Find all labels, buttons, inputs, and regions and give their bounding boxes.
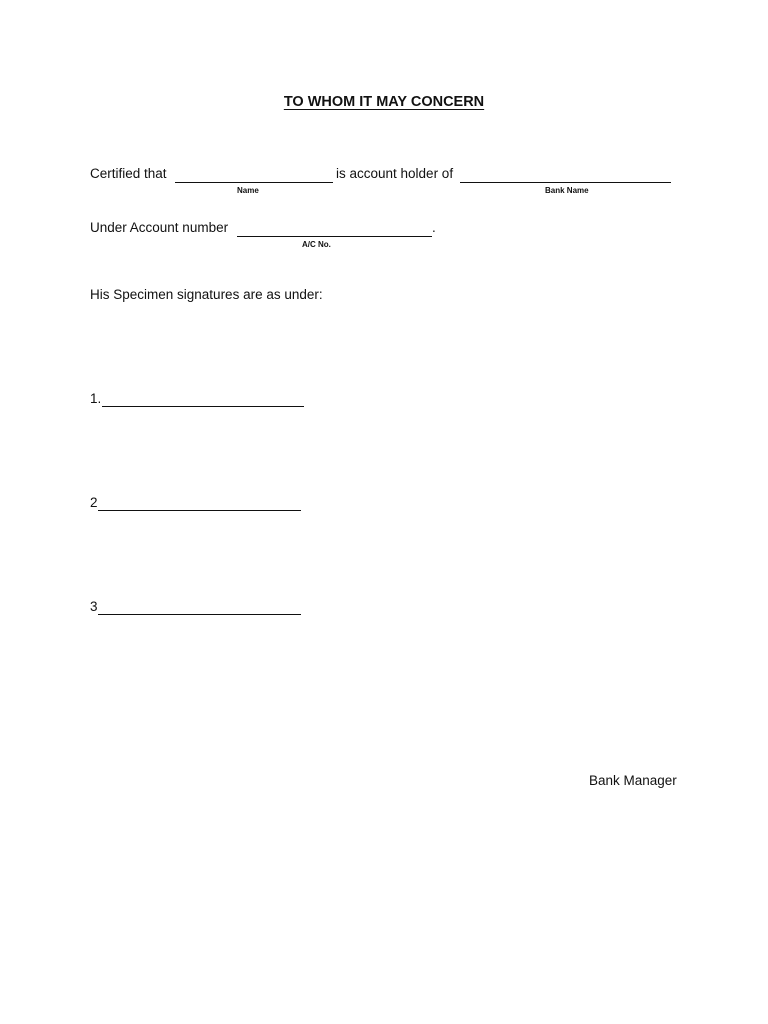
specimen-intro: His Specimen signatures are as under:	[90, 287, 323, 302]
title-text: TO WHOM IT MAY CONCERN	[283, 94, 485, 110]
account-number-label: Under Account number	[90, 220, 229, 235]
signature-label-1: 1.	[90, 391, 102, 406]
account-number-period: .	[432, 220, 436, 235]
document-title	[0, 94, 768, 110]
ac-no-caption: A/C No.	[302, 240, 331, 249]
signature-line-1	[102, 406, 304, 407]
signature-line-2	[98, 510, 301, 511]
signature-label-2: 2	[90, 495, 98, 510]
bank-name-caption: Bank Name	[545, 186, 589, 195]
name-blank-line	[175, 182, 333, 183]
bank-manager-signoff: Bank Manager	[589, 773, 677, 788]
signature-label-3: 3	[90, 599, 98, 614]
account-holder-label: is account holder of	[336, 166, 454, 181]
account-number-blank-line	[237, 236, 432, 237]
bank-name-blank-line	[460, 182, 671, 183]
signature-line-3	[98, 614, 301, 615]
certified-that-label: Certified that	[90, 166, 167, 181]
name-caption: Name	[237, 186, 259, 195]
